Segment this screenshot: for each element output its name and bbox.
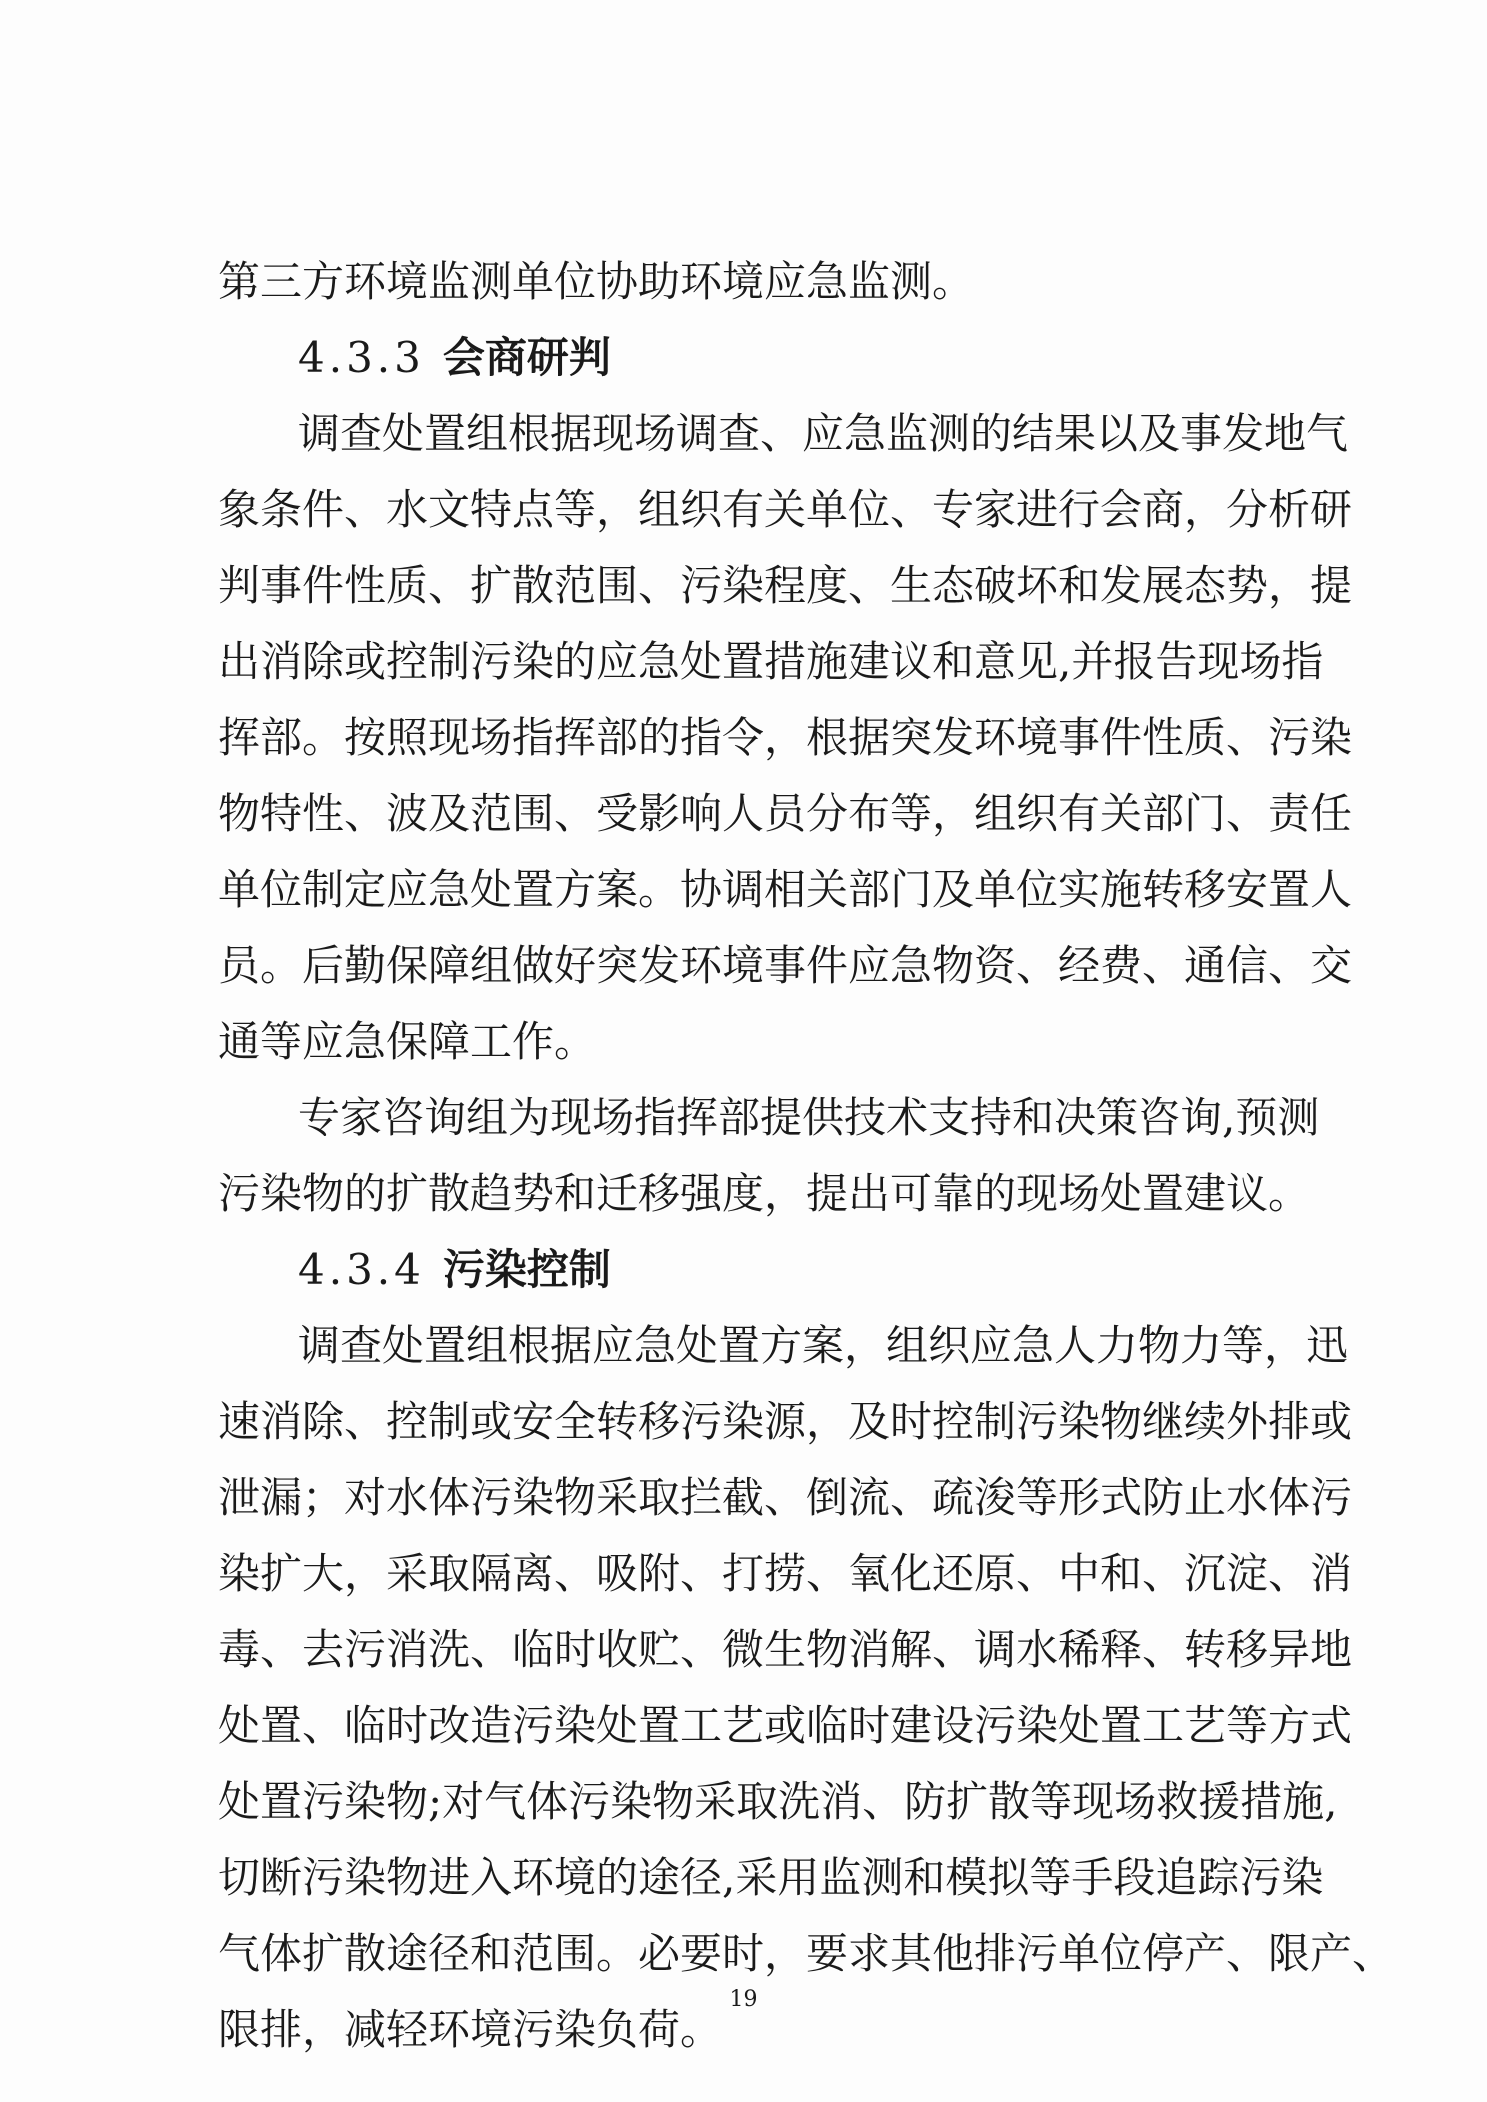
- text-line: 物特性、波及范围、受影响人员分布等，组织有关部门、责任: [218, 789, 1353, 838]
- text-line: 象条件、水文特点等，组织有关单位、专家进行会商，分析研: [218, 485, 1353, 534]
- text-line: 毒、去污消洗、临时收贮、微生物消解、调水稀释、转移异地: [218, 1625, 1353, 1674]
- text-line: 气体扩散途径和范围。必要时，要求其他排污单位停产、限产、: [218, 1929, 1395, 1978]
- text-line: 挥部。按照现场指挥部的指令，根据突发环境事件性质、污染: [218, 713, 1353, 762]
- section-heading-4-3-4: [298, 1240, 611, 1300]
- text-line: 速消除、控制或安全转移污染源，及时控制污染物继续外排或: [218, 1397, 1353, 1446]
- text-line: 第三方环境监测单位协助环境应急监测。: [218, 257, 975, 306]
- page-number: 19: [729, 1987, 758, 2012]
- section-title: 污染控制: [442, 1245, 611, 1294]
- section-number: 4.3.3: [298, 333, 425, 382]
- section-heading-4-3-3: [298, 328, 611, 388]
- text-line: 污染物的扩散趋势和迁移强度，提出可靠的现场处置建议。: [218, 1169, 1311, 1218]
- text-line: 专家咨询组为现场指挥部提供技术支持和决策咨询,预测: [298, 1093, 1320, 1142]
- text-line: 染扩大，采取隔离、吸附、打捞、氧化还原、中和、沉淀、消: [218, 1549, 1353, 1598]
- text-line: 出消除或控制污染的应急处置措施建议和意见,并报告现场指: [218, 637, 1324, 686]
- text-line: 单位制定应急处置方案。协调相关部门及单位实施转移安置人: [218, 865, 1353, 914]
- text-line: 处置、临时改造污染处置工艺或临时建设污染处置工艺等方式: [218, 1701, 1353, 1750]
- text-line: 判事件性质、扩散范围、污染程度、生态破坏和发展态势，提: [218, 561, 1353, 610]
- text-line: 调查处置组根据应急处置方案，组织应急人力物力等，迅: [298, 1321, 1349, 1370]
- text-line: 限排，减轻环境污染负荷。: [218, 2005, 723, 2054]
- text-line: 切断污染物进入环境的途径,采用监测和模拟等手段追踪污染: [218, 1853, 1324, 1902]
- text-line: 处置污染物;对气体污染物采取洗消、防扩散等现场救援措施,: [218, 1777, 1338, 1826]
- text-line: 调查处置组根据现场调查、应急监测的结果以及事发地气: [298, 409, 1349, 458]
- section-number: 4.3.4: [298, 1245, 425, 1294]
- text-line: 通等应急保障工作。: [218, 1017, 597, 1066]
- text-line: 员。后勤保障组做好突发环境事件应急物资、经费、通信、交: [218, 941, 1353, 990]
- text-line: 泄漏；对水体污染物采取拦截、倒流、疏浚等形式防止水体污: [218, 1473, 1353, 1522]
- section-title: 会商研判: [442, 333, 611, 382]
